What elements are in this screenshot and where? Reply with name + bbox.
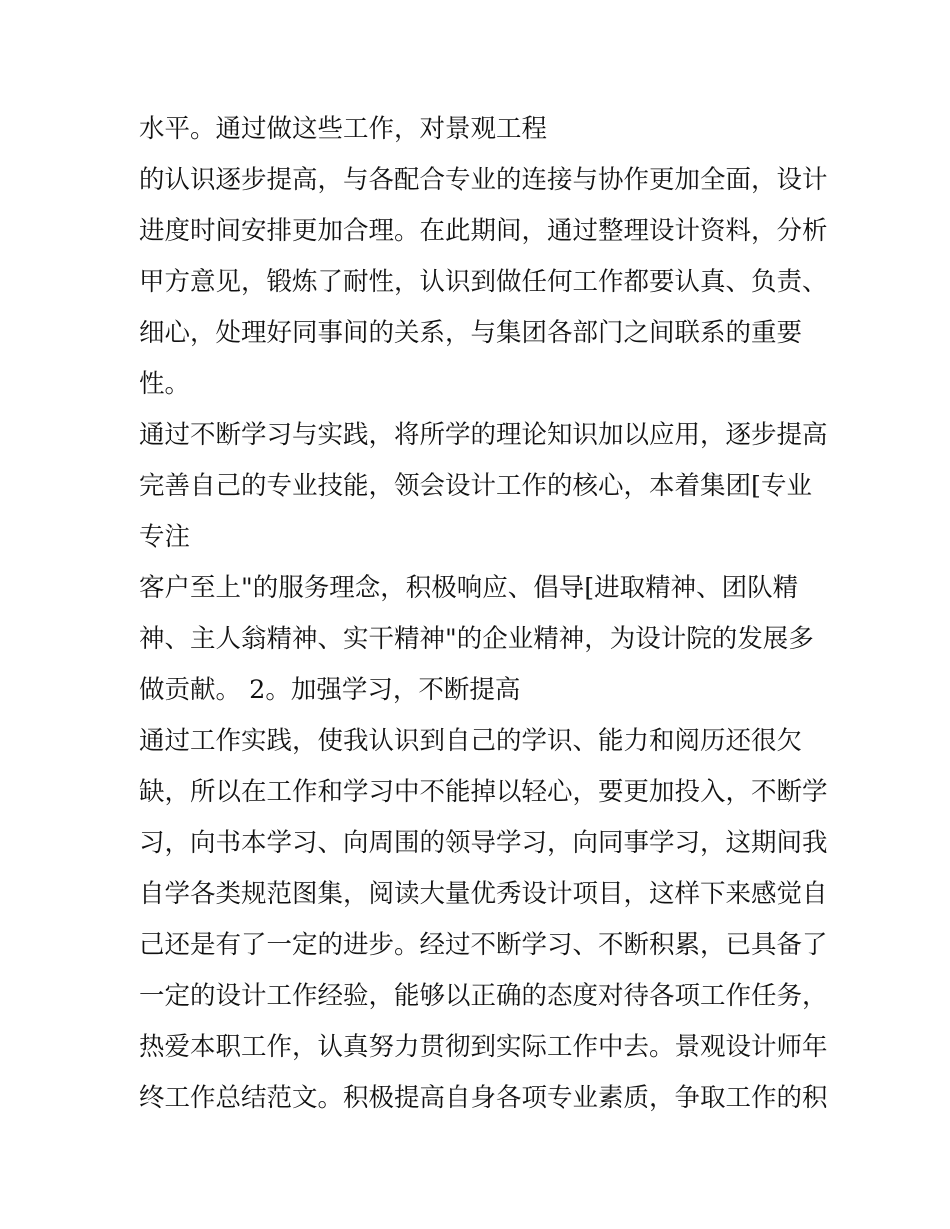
text-line: 自学各类规范图集，阅读大量优秀设计项目，这样下来感觉自 [139, 879, 828, 909]
text-line: 神、主人翁精神、实干精神"的企业精神，为设计院的发展多 [139, 624, 814, 654]
text-line: 专注 [139, 522, 191, 552]
text-line: 性。 [139, 369, 191, 399]
text-line: 客户至上"的服务理念，积极响应、倡导[进取精神、团队精 [139, 573, 799, 603]
text-line: 热爱本职工作，认真努力贯彻到实际工作中去。景观设计师年 [139, 1032, 828, 1062]
text-line: 通过工作实践，使我认识到自己的学识、能力和阅历还很欠 [139, 726, 803, 756]
text-line: 水平。通过做这些工作，对景观工程 [139, 114, 548, 144]
text-line: 进度时间安排更加合理。在此期间，通过整理设计资料，分析 [139, 216, 828, 246]
text-line: 做贡献。 2。加强学习，不断提高 [139, 675, 521, 705]
text-line: 终工作总结范文。积极提高自身各项专业素质，争取工作的积 [139, 1083, 828, 1113]
text-line: 缺，所以在工作和学习中不能掉以轻心，要更加投入，不断学 [139, 777, 828, 807]
text-line: 的认识逐步提高，与各配合专业的连接与协作更加全面，设计 [139, 165, 828, 195]
text-line: 习，向书本学习、向周围的领导学习，向同事学习，这期间我 [139, 828, 828, 858]
body-text [139, 104, 828, 1124]
text-line: 己还是有了一定的进步。经过不断学习、不断积累，已具备了 [139, 930, 828, 960]
text-line: 甲方意见，锻炼了耐性，认识到做任何工作都要认真、负责、 [139, 267, 828, 297]
text-line: 细心，处理好同事间的关系，与集团各部门之间联系的重要 [139, 318, 803, 348]
text-line: 通过不断学习与实践，将所学的理论知识加以应用，逐步提高 [139, 420, 828, 450]
text-line: 一定的设计工作经验，能够以正确的态度对待各项工作任务， [139, 981, 828, 1011]
text-line: 完善自己的专业技能，领会设计工作的核心，本着集团[专业 [139, 471, 812, 501]
